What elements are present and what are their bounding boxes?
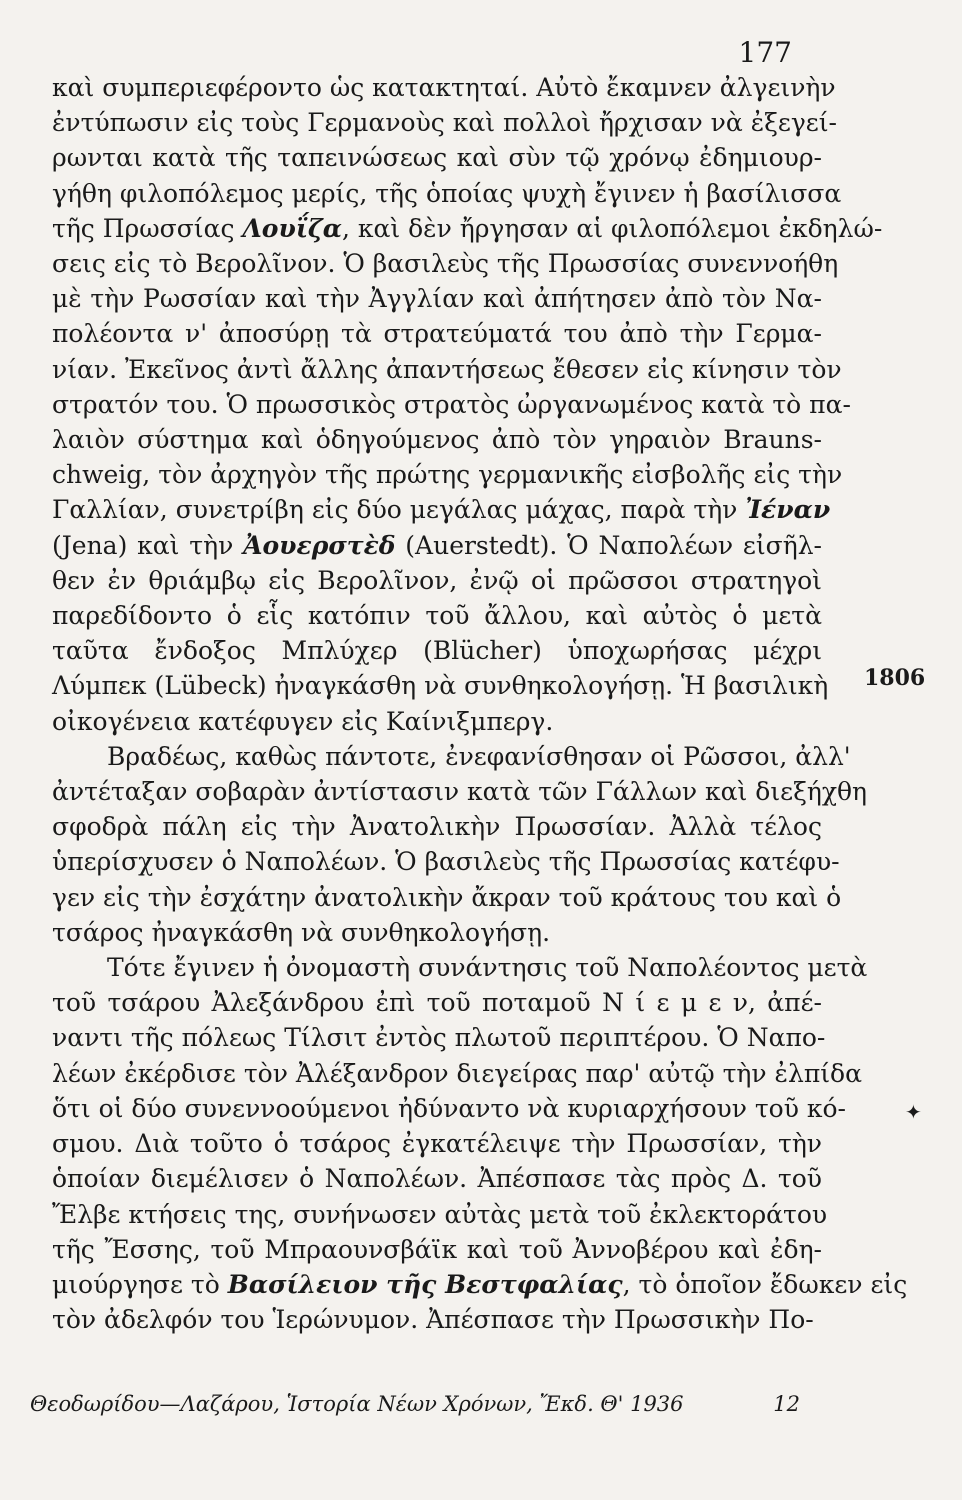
text-segment: γεν εἰς τὴν ἐσχάτην ἀνατολικὴν ἄκραν τοῦ κράτους του καὶ ὁ [52, 882, 842, 912]
text-line [52, 1267, 908, 1302]
text-segment: καὶ συμπεριεφέροντο ὡς κατακτηταί. Αὐτὸ ἔκαμνεν ἀλγεινὴν [52, 73, 836, 102]
text-segment: τῆς Πρωσσίας [52, 213, 243, 243]
text-segment: Τότε ἔγινεν ἡ ὀνομαστὴ συνάντησις τοῦ Ναπολέοντος μετὰ [107, 953, 868, 983]
text-line [52, 1056, 862, 1091]
text-line [52, 563, 822, 598]
text-segment: στρατόν του. Ὁ πρωσσικὸς στρατὸς ὠργανωμένος κατὰ τὸ πα- [52, 389, 851, 419]
text-line [52, 387, 851, 422]
text-line [52, 668, 829, 703]
text-line [52, 739, 851, 774]
emphasized-term: Ἀουερστὲδ [243, 530, 396, 560]
text-line [52, 176, 842, 211]
text-segment: ταῦτα ἔνδοξος Μπλύχερ (Blücher) ὑποχωρήσας μέχρι [52, 636, 822, 666]
text-segment: λέων ἐκέρδισε τὸν Ἀλέξανδρον διεγείρας παρ' αὐτῷ τὴν ἐλπίδα [52, 1058, 862, 1088]
text-segment: ὁποίαν διεμέλισεν ὁ Ναπολέων. Ἀπέσπασε τὰς πρὸς Δ. τοῦ [52, 1164, 822, 1194]
text-line [52, 281, 822, 316]
text-segment: παρεδίδοντο ὁ εἷς κατόπιν τοῦ ἄλλου, καὶ αὐτὸς ὁ μετὰ [52, 601, 822, 631]
text-line [52, 316, 822, 351]
paragraph [52, 950, 908, 1337]
footer-citation: Θεοδωρίδου—Λαζάρου, Ἱστορία Νέων Χρόνων, Ἔκδ. Θ' 1936 [30, 1392, 684, 1416]
text-segment: τῆς Ἔσσης, τοῦ Μπραουνσβάϊκ καὶ τοῦ Ἀννοβέρου καὶ ἐδη- [52, 1234, 822, 1264]
text-segment: ὑπερίσχυσεν ὁ Ναπολέων. Ὁ βασιλεὺς τῆς Πρωσσίας κατέφυ- [52, 847, 840, 877]
text-line [52, 1232, 822, 1267]
text-segment: νίαν. Ἐκεῖνος ἀντὶ ἄλλης ἀπαντήσεως ἔθεσεν εἰς κίνησιν τὸν [52, 354, 842, 384]
emphasized-term: Ἰέναν [745, 495, 831, 525]
text-segment: σφοδρὰ πάλη εἰς τὴν Ἀνατολικὴν Πρωσσίαν. Ἀλλὰ τέλος [52, 812, 822, 842]
margin-year: 1806 [864, 665, 926, 691]
text-line [52, 211, 883, 246]
text-line [52, 704, 822, 739]
text-segment: γήθη φιλοπόλεμος μερίς, τῆς ὁποίας ψυχὴ ἔγινεν ἡ βασίλισσα [52, 178, 842, 208]
text-line [52, 809, 822, 844]
emphasized-term: Λουΐζα [242, 213, 342, 243]
text-segment: σεις εἰς τὸ Βερολῖνον. Ὁ βασιλεὺς τῆς Πρωσσίας συνεννοήθη [52, 249, 839, 279]
text-segment: σμου. Διὰ τοῦτο ὁ τσάρος ἐγκατέλειψε τὴν Πρωσσίαν, τὴν [52, 1129, 822, 1159]
text-line [52, 774, 868, 809]
footer-signature: 12 [773, 1392, 800, 1416]
text-segment: ρωνται κατὰ τῆς ταπεινώσεως καὶ σὺν τῷ χρόνῳ ἐδημιουρ- [52, 143, 822, 173]
text-line [52, 598, 822, 633]
text-segment: μιούργησε τὸ [52, 1269, 228, 1299]
text-line [52, 457, 843, 492]
page-footer [30, 1392, 800, 1416]
margin-mark: ✦ [905, 1100, 922, 1124]
text-line [52, 352, 842, 387]
text-segment: οἰκογένεια κατέφυγεν εἰς Καίνιξμπεργ. [52, 706, 554, 736]
emphasized-term: Βασίλειον τῆς Βεστφαλίας [227, 1269, 623, 1299]
text-line [52, 246, 839, 281]
text-segment: Λύμπεκ (Lübeck) ἠναγκάσθη νὰ συνθηκολογήσῃ. Ἡ βασιλικὴ [52, 671, 829, 701]
text-segment: τοῦ τσάρου Ἀλεξάνδρου ἐπὶ τοῦ ποταμοῦ Ν ί ε μ ε ν, ἀπέ- [52, 988, 822, 1018]
text-line [52, 492, 831, 527]
text-segment: πολέοντα ν' ἀποσύρῃ τὰ στρατεύματά του ἀπὸ τὴν Γερμα- [52, 319, 822, 349]
text-line [52, 70, 836, 105]
text-segment: , τὸ ὁποῖον ἔδωκεν εἰς [622, 1269, 908, 1299]
text-line [52, 1091, 846, 1126]
text-segment: τὸν ἀδελφόν του Ἱερώνυμον. Ἀπέσπασε τὴν Πρωσσικὴν Πο- [52, 1305, 814, 1335]
text-segment: (Auerstedt). Ὁ Ναπολέων εἰσῆλ- [395, 530, 822, 560]
text-segment: (Jena) καὶ τὴν [52, 530, 244, 560]
text-segment: Ἔλβε κτήσεις της, συνήνωσεν αὐτὰς μετὰ τοῦ ἐκλεκτοράτου [52, 1199, 828, 1229]
text-line [52, 1161, 822, 1196]
text-line [52, 844, 840, 879]
text-segment: ὅτι οἱ δύο συνεννοούμενοι ἠδύναντο νὰ κυριαρχήσουν τοῦ κό- [52, 1093, 846, 1123]
text-segment: λαιὸν σύστημα καὶ ὁδηγούμενος ἀπὸ τὸν γηραιὸν Brauns- [52, 425, 822, 455]
text-line [52, 422, 822, 457]
text-line [52, 633, 822, 668]
text-segment: Βραδέως, καθὼς πάντοτε, ἐνεφανίσθησαν οἱ Ρῶσσοι, ἀλλ' [107, 741, 851, 771]
text-segment: Γαλλίαν, συνετρίβη εἰς δύο μεγάλας μάχας, παρὰ τὴν [52, 495, 746, 525]
text-line [52, 915, 822, 950]
text-line [52, 1020, 826, 1055]
paragraph [52, 739, 868, 950]
text-line [52, 950, 868, 985]
paragraph [52, 70, 883, 739]
text-line [52, 1197, 828, 1232]
text-line [52, 140, 822, 175]
text-segment: θεν ἐν θριάμβῳ εἰς Βερολῖνον, ἐνῷ οἱ πρῶσσοι στρατηγοὶ [52, 565, 822, 595]
text-segment: ἐντύπωσιν εἰς τοὺς Γερμανοὺς καὶ πολλοὶ ἤρχισαν νὰ ἐξεγεί- [52, 108, 837, 138]
text-segment: τσάρος ἠναγκάσθη νὰ συνθηκολογήσῃ. [52, 917, 551, 947]
text-line [52, 1126, 822, 1161]
text-line [52, 1302, 822, 1337]
text-segment: , καὶ δὲν ἤργησαν αἱ φιλοπόλεμοι ἐκδηλώ- [341, 213, 883, 243]
text-segment: ναντι τῆς πόλεως Τίλσιτ ἐντὸς πλωτοῦ περιπτέρου. Ὁ Ναπο- [52, 1023, 826, 1053]
text-segment: μὲ τὴν Ρωσσίαν καὶ τὴν Ἀγγλίαν καὶ ἀπήτησεν ἀπὸ τὸν Να- [52, 284, 822, 314]
text-line [52, 105, 837, 140]
text-line [52, 528, 822, 563]
page-number: 177 [738, 36, 792, 69]
text-segment: chweig, τὸν ἀρχηγὸν τῆς πρώτης γερμανικῆς εἰσβολῆς εἰς τὴν [52, 460, 843, 490]
text-segment: ἀντέταξαν σοβαρὰν ἀντίστασιν κατὰ τῶν Γάλλων καὶ διεξήχθη [52, 777, 868, 807]
text-line [52, 880, 842, 915]
text-line [52, 985, 822, 1020]
